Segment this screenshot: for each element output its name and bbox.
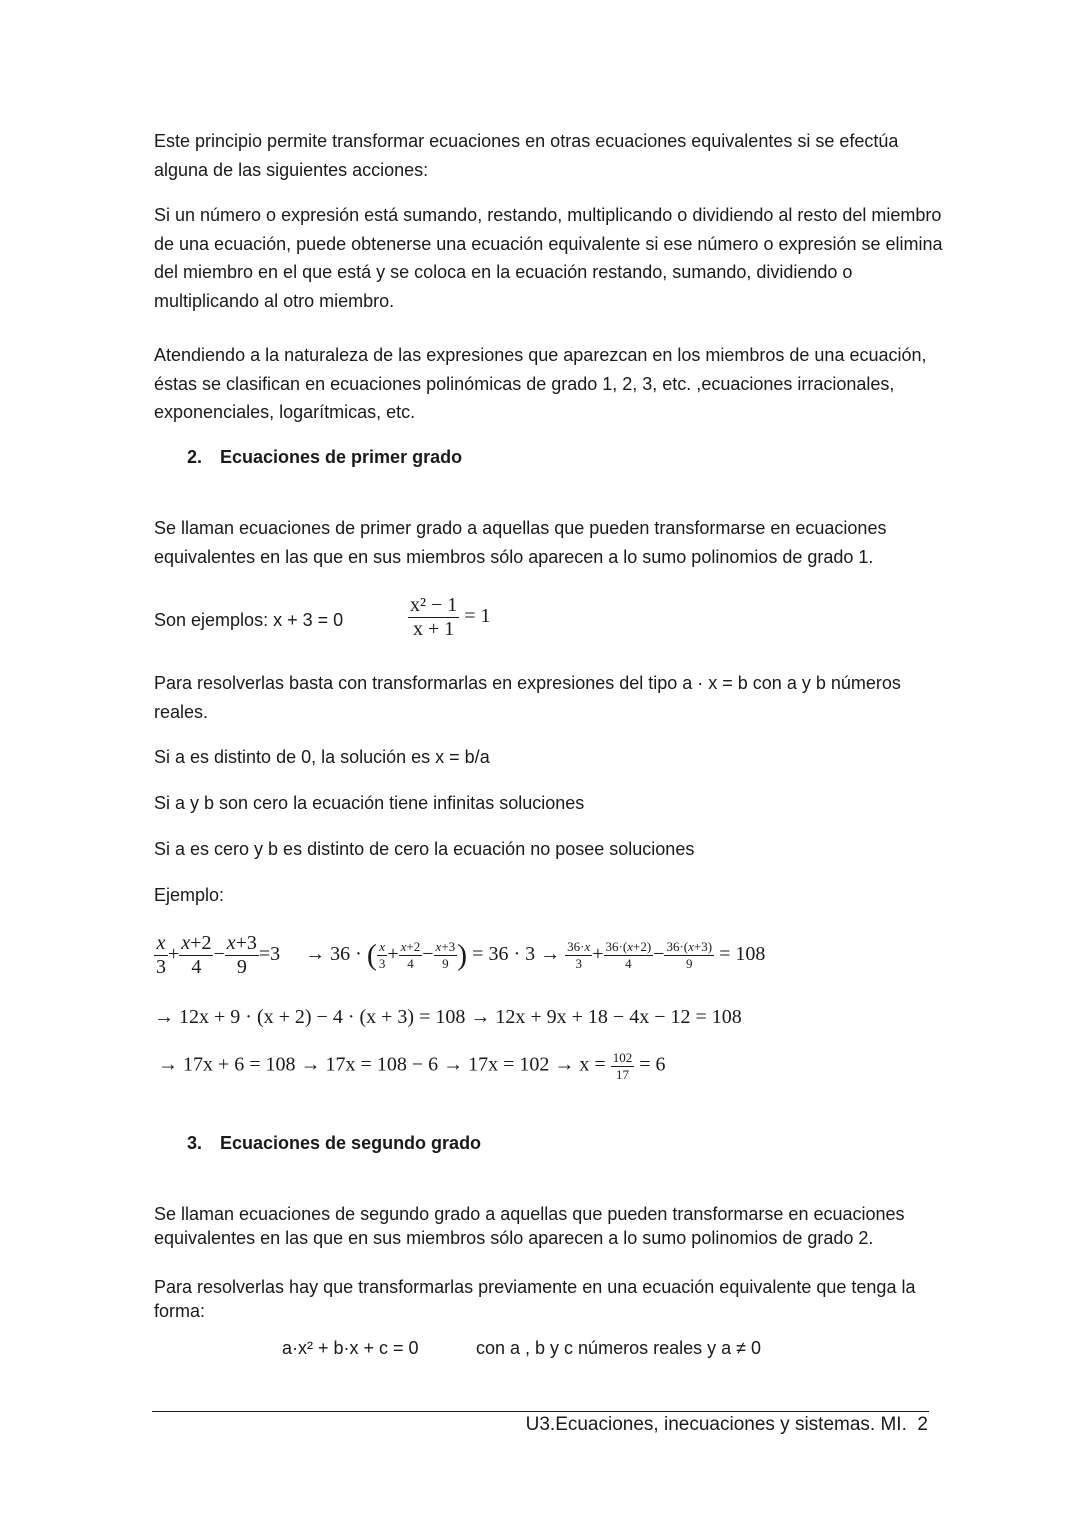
example-rhs: = 1: [464, 605, 491, 628]
section-3-title: Ecuaciones de segundo grado: [220, 1133, 482, 1153]
section-3-solve-method: Para resolverlas hay que transformarlas previamente en una ecuación equivalente que tenga la forma:: [154, 1277, 916, 1321]
example-fraction: [408, 594, 459, 641]
intro-paragraph-2: Si un número o expresión está sumando, restando, multiplicando o dividiendo al resto del miembro de una ecuación, puede obtenerse una ecuación equivalente si ese número o expresión se elimina del miembro en el que está y se coloca en la ecuación restando, sumando, dividiendo o multiplicando al otro miembro.: [154, 205, 943, 311]
example-denominator: x + 1: [413, 618, 455, 640]
section-2-title: Ecuaciones de primer grado: [220, 447, 463, 467]
section-2-heading: [187, 447, 462, 468]
example-label: Ejemplo:: [154, 885, 225, 905]
quadratic-condition: con a , b y c números reales y a ≠ 0: [476, 1338, 762, 1358]
worked-equation-line-1: $\frac{x}{3}$ + $\frac{x+2}{4}$ − $\frac{x+3}{9}$ =3 → 36 · ( $\frac{x}{3}$ + $\frac{x+2}{4}$ − $\frac{x+3}{9}$ ) = 36 · 3 → $\frac{36\cdot x}{3}$ + $\frac{36\cdot(x+2)}{4}$ − $\frac{36\cdot(x+3)}{9}$ = 108: [156, 932, 766, 978]
worked-equation-line-3: → 17x + 6 = 108 → 17x = 108 − 6 → 17x = 102 → x = $\frac{102}{17}$ = 6: [158, 1050, 666, 1082]
example-fraction-equation: [408, 594, 491, 641]
footer-title: U3.Ecuaciones, inecuaciones y sistemas. MI.: [525, 1414, 907, 1435]
section-3-definition: Se llaman ecuaciones de segundo grado a aquellas que pueden transformarse en ecuaciones equivalentes en las que en sus miembros sólo aparecen a lo sumo polinomios de grado 2.: [154, 1204, 905, 1248]
page-number: 2: [917, 1414, 928, 1435]
case-infinite-solutions: Si a y b son cero la ecuación tiene infinitas soluciones: [154, 793, 585, 813]
worked-equation-line-2: → 12x + 9 · (x + 2) − 4 · (x + 3) = 108 → 12x + 9x + 18 − 4x − 12 = 108: [154, 1006, 742, 1028]
quadratic-formula: a·x² + b·x + c = 0: [282, 1338, 419, 1358]
intro-paragraph-3: Atendiendo a la naturaleza de las expresiones que aparezcan en los miembros de una ecuación, éstas se clasifican en ecuaciones polinómicas de grado 1, 2, 3, etc. ,ecuaciones irracionales, exponenciales, logarítmicas, etc.: [154, 345, 927, 422]
section-3-number: 3.: [187, 1133, 203, 1153]
page-footer: [526, 1414, 928, 1436]
examples-label: Son ejemplos: x + 3 = 0: [154, 610, 344, 630]
case-no-solutions: Si a es cero y b es distinto de cero la ecuación no posee soluciones: [154, 839, 695, 859]
section-2-number: 2.: [187, 447, 203, 467]
section-3-heading: [187, 1133, 481, 1154]
example-numerator: x² − 1: [410, 594, 458, 616]
section-2-solve-method: Para resolverlas basta con transformarlas en expresiones del tipo a · x = b con a y b números reales.: [154, 673, 901, 722]
footer-rule: [152, 1411, 929, 1412]
intro-paragraph-1: Este principio permite transformar ecuaciones en otras ecuaciones equivalentes si se efectúa alguna de las siguientes acciones:: [154, 131, 899, 180]
case-a-nonzero: Si a es distinto de 0, la solución es x = b/a: [154, 747, 490, 767]
section-2-definition: Se llaman ecuaciones de primer grado a aquellas que pueden transformarse en ecuaciones equivalentes en las que en sus miembros sólo aparecen a lo sumo polinomios de grado 1.: [154, 518, 887, 567]
